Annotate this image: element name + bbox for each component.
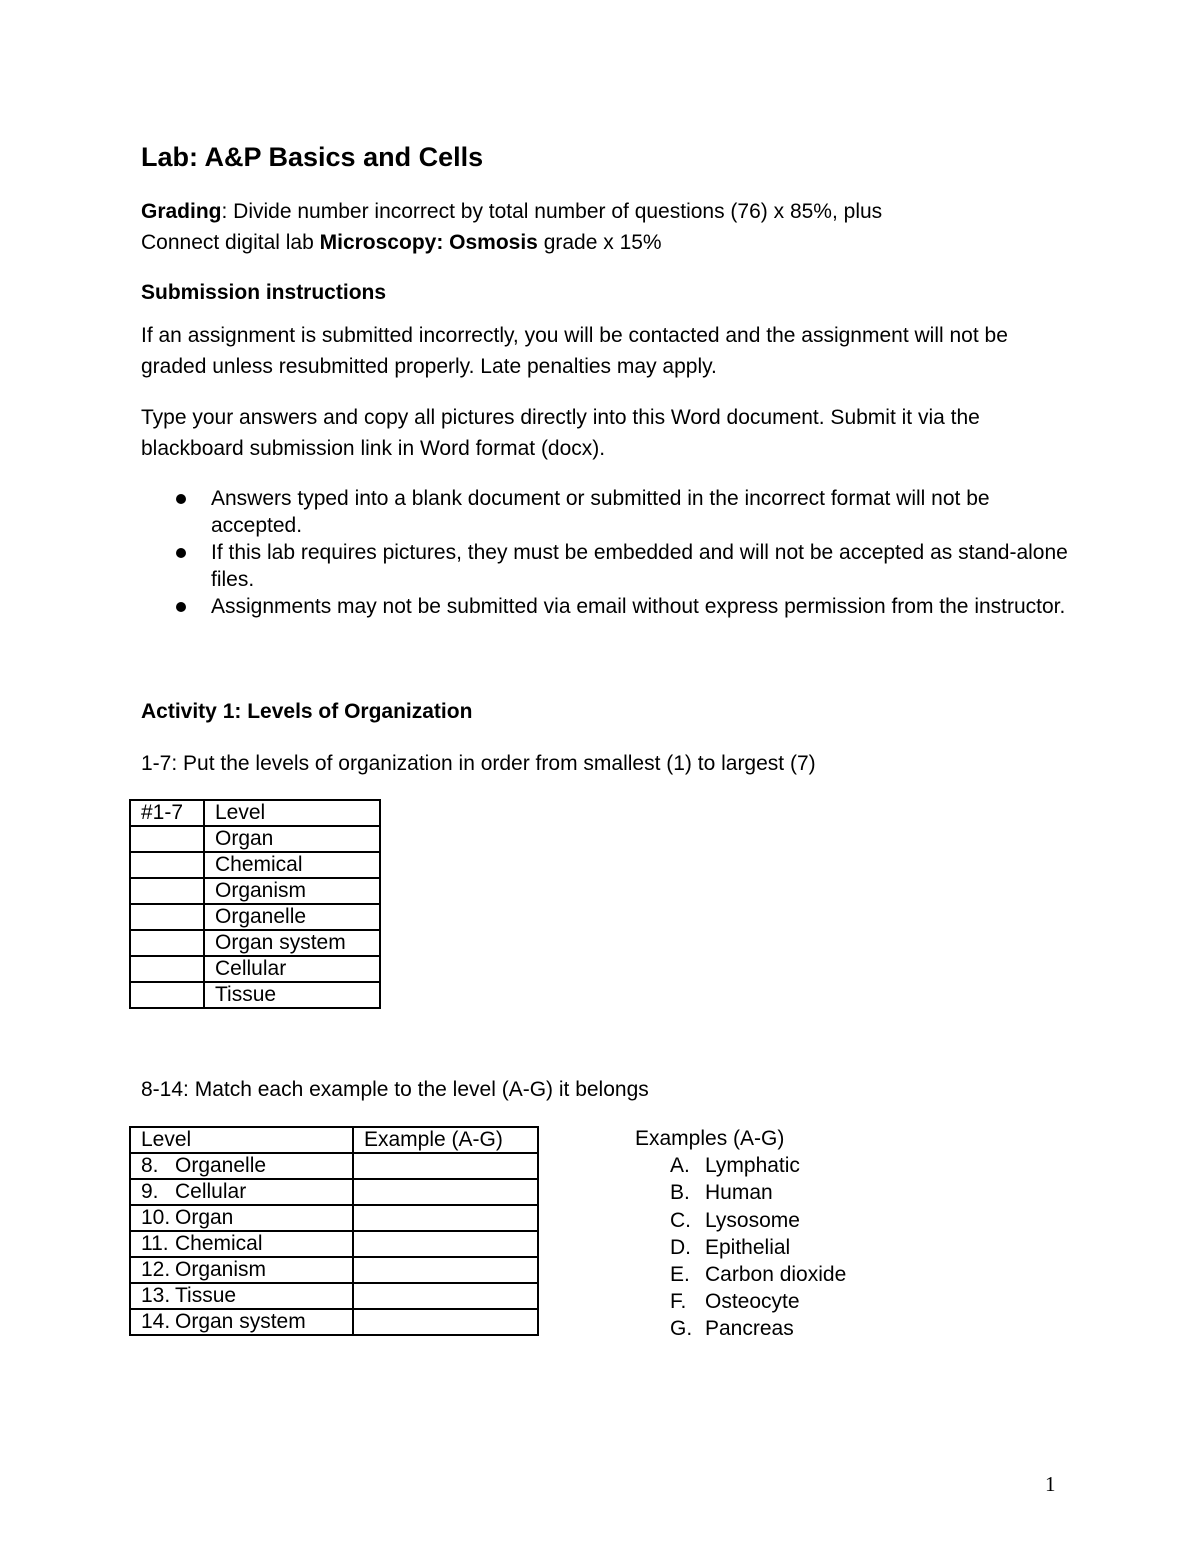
answer-cell[interactable]	[130, 852, 204, 878]
table-header-row	[130, 1127, 538, 1153]
document-title: Lab: A&P Basics and Cells	[141, 142, 484, 172]
grading-label: Grading	[141, 200, 222, 223]
levels-table	[129, 799, 381, 1009]
table-row	[130, 1231, 538, 1257]
bullet-icon	[176, 602, 186, 612]
activity-1-heading: Activity 1: Levels of Organization	[141, 700, 473, 723]
table-row	[130, 1179, 538, 1205]
submission-bullet-list	[141, 485, 1071, 620]
table-row	[130, 852, 380, 878]
table-row	[130, 1283, 538, 1309]
answer-cell[interactable]	[130, 904, 204, 930]
answer-cell[interactable]	[130, 930, 204, 956]
examples-heading: Examples (A-G)	[635, 1127, 785, 1150]
answer-cell[interactable]	[353, 1153, 538, 1179]
list-item: A. Lymphatic	[670, 1154, 800, 1178]
table-cell: 10. Organ	[130, 1205, 353, 1231]
table-header-cell: #1-7	[130, 800, 204, 826]
answer-cell[interactable]	[130, 956, 204, 982]
answer-cell[interactable]	[353, 1257, 538, 1283]
table-cell: Chemical	[204, 852, 380, 878]
table-row	[130, 930, 380, 956]
table-row	[130, 1257, 538, 1283]
table-row	[130, 904, 380, 930]
table-header-row	[130, 800, 380, 826]
table-cell: 11. Chemical	[130, 1231, 353, 1257]
answer-cell[interactable]	[353, 1309, 538, 1335]
grading-text: : Divide number incorrect by total number of questions (76) x 85%, plus	[221, 200, 883, 223]
list-item: If this lab requires pictures, they must be embedded and will not be accepted as stand-alone files.	[141, 539, 1071, 593]
table-row	[130, 1205, 538, 1231]
question-1-7: 1-7: Put the levels of organization in order from smallest (1) to largest (7)	[141, 752, 816, 775]
table-cell: 14. Organ system	[130, 1309, 353, 1335]
answer-cell[interactable]	[130, 982, 204, 1008]
list-item: Answers typed into a blank document or submitted in the incorrect format will not be accepted.	[141, 485, 1071, 539]
match-table	[129, 1126, 539, 1336]
table-cell: Organ system	[204, 930, 380, 956]
table-cell: 9. Cellular	[130, 1179, 353, 1205]
table-cell: Tissue	[204, 982, 380, 1008]
lab-name: Microscopy: Osmosis	[319, 231, 538, 254]
list-item: D. Epithelial	[670, 1235, 791, 1259]
answer-cell[interactable]	[353, 1205, 538, 1231]
list-item: C. Lysosome	[670, 1208, 800, 1232]
page-number: 1	[1045, 1472, 1056, 1496]
table-cell: Organ	[204, 826, 380, 852]
list-item: Assignments may not be submitted via email without express permission from the instructor.	[141, 593, 1071, 620]
answer-cell[interactable]	[353, 1231, 538, 1257]
table-cell: Organism	[204, 878, 380, 904]
list-item: F. Osteocyte	[670, 1290, 800, 1314]
table-cell: Cellular	[204, 956, 380, 982]
submission-paragraph-2: Type your answers and copy all pictures directly into this Word document. Submit it via the blackboard submission link in Word format (docx).	[141, 406, 980, 460]
table-cell: 13. Tissue	[130, 1283, 353, 1309]
table-header-cell: Level	[130, 1127, 353, 1153]
grading-text-2: Connect digital lab	[141, 231, 320, 254]
bullet-icon	[176, 494, 186, 504]
table-header-cell: Example (A-G)	[353, 1127, 538, 1153]
submission-paragraph-1: If an assignment is submitted incorrectly, you will be contacted and the assignment will not be graded unless resubmitted properly. Late penalties may apply.	[141, 324, 1008, 378]
table-row	[130, 982, 380, 1008]
table-cell: Organelle	[204, 904, 380, 930]
question-8-14: 8-14: Match each example to the level (A-G) it belongs	[141, 1078, 649, 1101]
bullet-icon	[176, 548, 186, 558]
examples-list	[635, 1125, 846, 1343]
list-item: B. Human	[670, 1181, 773, 1205]
table-row	[130, 826, 380, 852]
grading-paragraph	[141, 196, 1071, 258]
submission-heading: Submission instructions	[141, 281, 387, 304]
table-cell: 12. Organism	[130, 1257, 353, 1283]
table-row	[130, 956, 380, 982]
list-item: G. Pancreas	[670, 1317, 794, 1341]
answer-cell[interactable]	[130, 878, 204, 904]
answer-cell[interactable]	[353, 1283, 538, 1309]
table-row	[130, 1309, 538, 1335]
table-header-cell: Level	[204, 800, 380, 826]
table-row	[130, 878, 380, 904]
table-cell: 8. Organelle	[130, 1153, 353, 1179]
grading-text-3: grade x 15%	[537, 231, 662, 254]
answer-cell[interactable]	[353, 1179, 538, 1205]
table-row	[130, 1153, 538, 1179]
list-item: E. Carbon dioxide	[670, 1263, 847, 1287]
answer-cell[interactable]	[130, 826, 204, 852]
